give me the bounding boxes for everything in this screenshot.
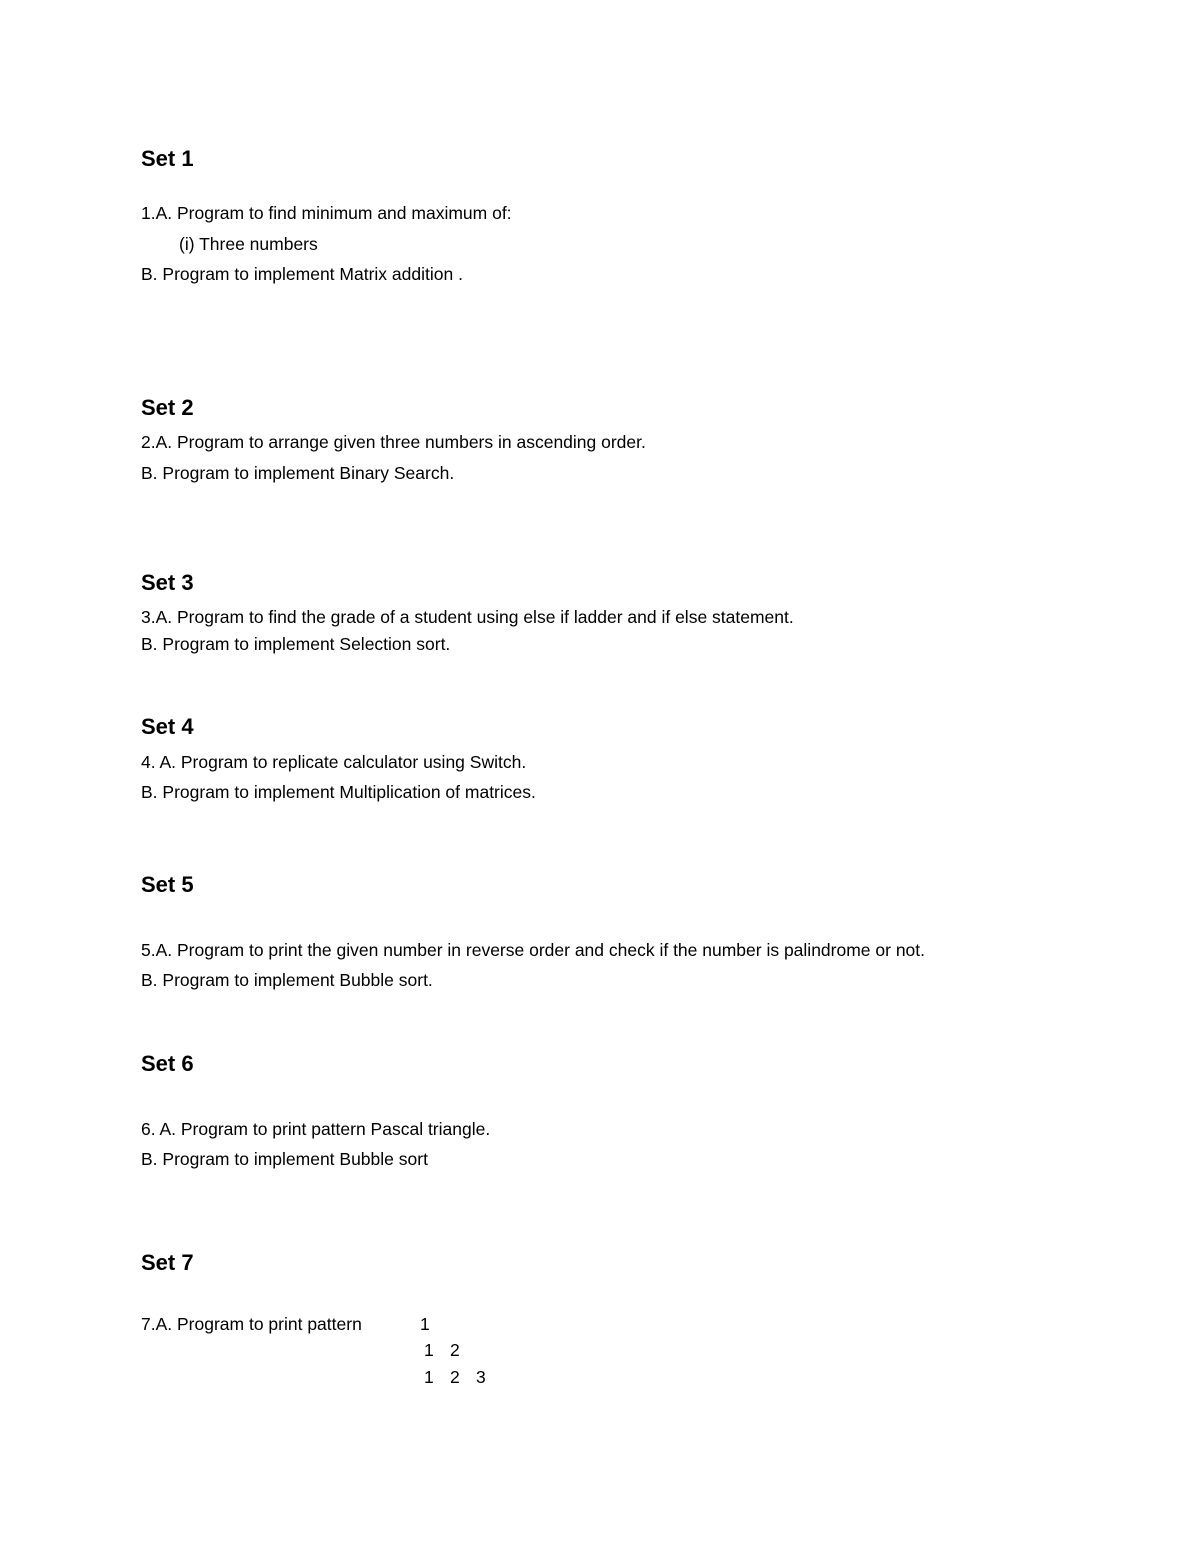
set-6-item-a: 6. A. Program to print pattern Pascal triangle. [141,1119,491,1139]
set-6-item-b: B. Program to implement Bubble sort [141,1149,428,1169]
pattern-row-3-col-2: 2 [450,1367,460,1387]
pattern-row-1-col-1: 1 [420,1314,430,1334]
set-5-item-a: 5.A. Program to print the given number in reverse order and check if the number is palindrome or not. [141,940,926,960]
set-1-item-b: B. Program to implement Matrix addition . [141,264,463,284]
set-4-item-a: 4. A. Program to replicate calculator using Switch. [141,752,527,772]
set-2-item-a: 2.A. Program to arrange given three numbers in ascending order. [141,432,646,452]
set-4-heading: Set 4 [141,714,194,739]
set-1-item-a: 1.A. Program to find minimum and maximum of: [141,203,512,223]
set-3-item-b: B. Program to implement Selection sort. [141,634,451,654]
set-5-item-b: B. Program to implement Bubble sort. [141,970,433,990]
pattern-row-3-col-1: 1 [424,1367,434,1387]
set-6-heading: Set 6 [141,1051,194,1076]
set-3-heading: Set 3 [141,570,194,595]
set-2-item-b: B. Program to implement Binary Search. [141,463,455,483]
set-4-item-b: B. Program to implement Multiplication of matrices. [141,782,536,802]
pattern-row-3-col-3: 3 [476,1367,486,1387]
pattern-row-2-col-1: 1 [424,1340,434,1360]
set-1-heading: Set 1 [141,146,194,171]
set-1-item-a-sub-i: (i) Three numbers [179,234,318,254]
set-3-item-a: 3.A. Program to find the grade of a student using else if ladder and if else statement. [141,607,794,627]
set-5-heading: Set 5 [141,872,194,897]
set-7-heading: Set 7 [141,1250,194,1275]
pattern-row-2-col-2: 2 [450,1340,460,1360]
set-7-item-a: 7.A. Program to print pattern [141,1314,362,1334]
set-2-heading: Set 2 [141,395,194,420]
